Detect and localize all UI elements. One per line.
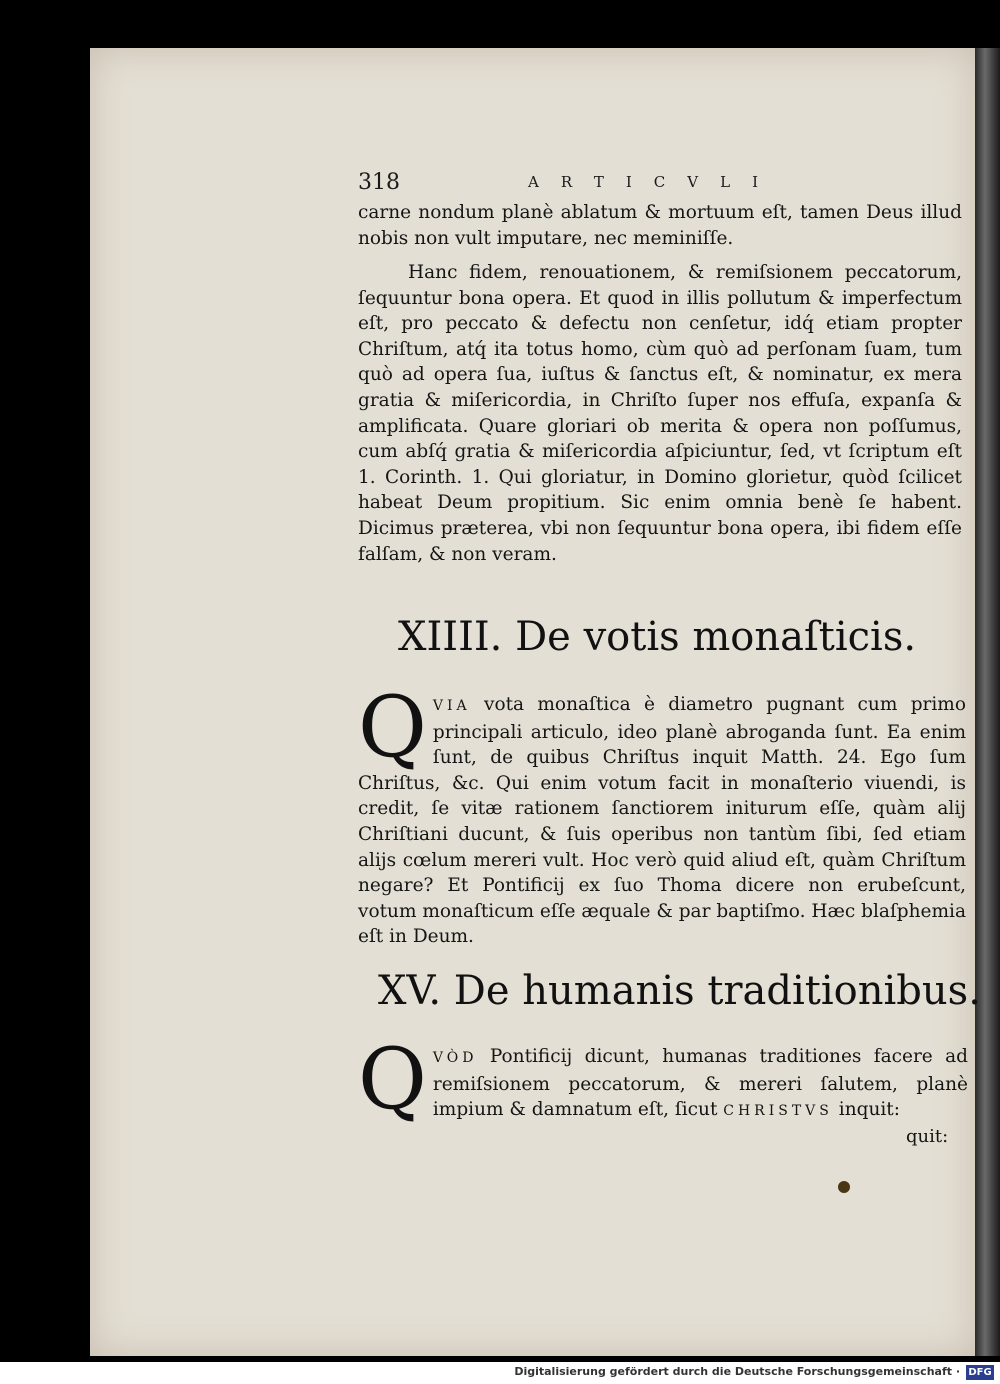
paragraph-continuation: carne nondum planè ablatum & mortuum eſt, tamen Deus illud nobis non vult imputare, nec meminiſſe. <box>358 202 962 249</box>
paragraph-text: vota monaſtica è diametro pugnant cum primo principali articulo, ideo planè abroganda ſunt. Ea enim ſunt, de quibus Chriſtus inquit Matth. 24. Ego ſum Chriſtus, &c. Qui enim votum facit in monaſterio viuendi, is credit, ſe vitæ rationem ſanctiorem initurum eſſe, quàm alij Chriſtiani ducunt, & ſuis operibus non tantùm ſibi, ſed etiam alijs cœlum mereri vult. Hoc verò quid aliud eſt, quàm Chriſtum negare? Et Pontificij ex ſuo Thoma dicere non erubeſcunt, votum monaſticum eſſe æquale & par baptiſmo. Hæc blaſphemia eſt in Deum. <box>358 694 966 948</box>
section-xiiii-body <box>358 678 966 950</box>
paragraph-text: Pontificij dicunt, humanas traditiones facere ad remiſsionem peccatorum, & mereri ſalutem, planè impium & damnatum eſt, ſicut <box>432 1046 968 1121</box>
page-number: 318 <box>358 170 400 195</box>
dfg-logo: DFG <box>966 1365 994 1380</box>
bona-opera-block <box>358 260 962 567</box>
lead-small-caps: VÒD <box>432 1050 478 1066</box>
drop-cap: Q <box>358 1030 427 1128</box>
continuation-block <box>358 200 962 251</box>
paragraph-de-votis <box>358 678 966 950</box>
paragraph-bona-opera: Hanc fidem, renouationem, & remiſsionem peccatorum, ſequuntur bona opera. Et quod in illis pollutum & imperfectum eſt, pro peccato & defectu non cenſetur, idq́ etiam propter Chriſtum, atq́ ita totus homo, cùm quò ad perſonam ſuam, tum quò ad opera ſua, iuſtus & ſanctus eſt, & nominatur, ex mera gratia & miſericordia, in Chriſto ſuper nos effuſa, expanſa & amplificata. Quare gloriari ob merita & opera non poſſumus, cum abſq́ gratia & miſericordia aſpiciuntur, ſed, vt ſcriptum eſt 1. Corinth. 1. Qui gloriatur, in Domino glorietur, quòd ſcilicet habeat Deum propitium. Sic enim omnia benè ſe habent. Dicimus præterea, vbi non ſequuntur bona opera, ibi fidem eſſe falſam, & non veram. <box>358 262 962 565</box>
christus-small-caps: CHRISTVS <box>723 1103 833 1120</box>
section-xv-body <box>358 1030 968 1128</box>
lead-small-caps: VIA <box>432 698 471 714</box>
drop-cap: Q <box>358 678 427 776</box>
section-heading-xv: XV. De humanis traditionibus. <box>378 968 981 1014</box>
section-heading-xiiii: XIIII. De votis monaſticis. <box>398 614 917 660</box>
ink-spot <box>838 1181 850 1193</box>
paragraph-tail: inquit: <box>832 1099 900 1121</box>
paragraph-de-traditionibus <box>358 1030 968 1128</box>
page-header <box>358 170 818 200</box>
page-edge-shadow <box>975 48 1000 1356</box>
running-head: ARTICVLI <box>528 173 780 191</box>
catchword: quit: <box>906 1126 949 1147</box>
digitization-footer <box>0 1362 1000 1384</box>
footer-credit: Digitalisierung gefördert durch die Deutsche Forschungsgemeinschaft · <box>514 1365 960 1378</box>
